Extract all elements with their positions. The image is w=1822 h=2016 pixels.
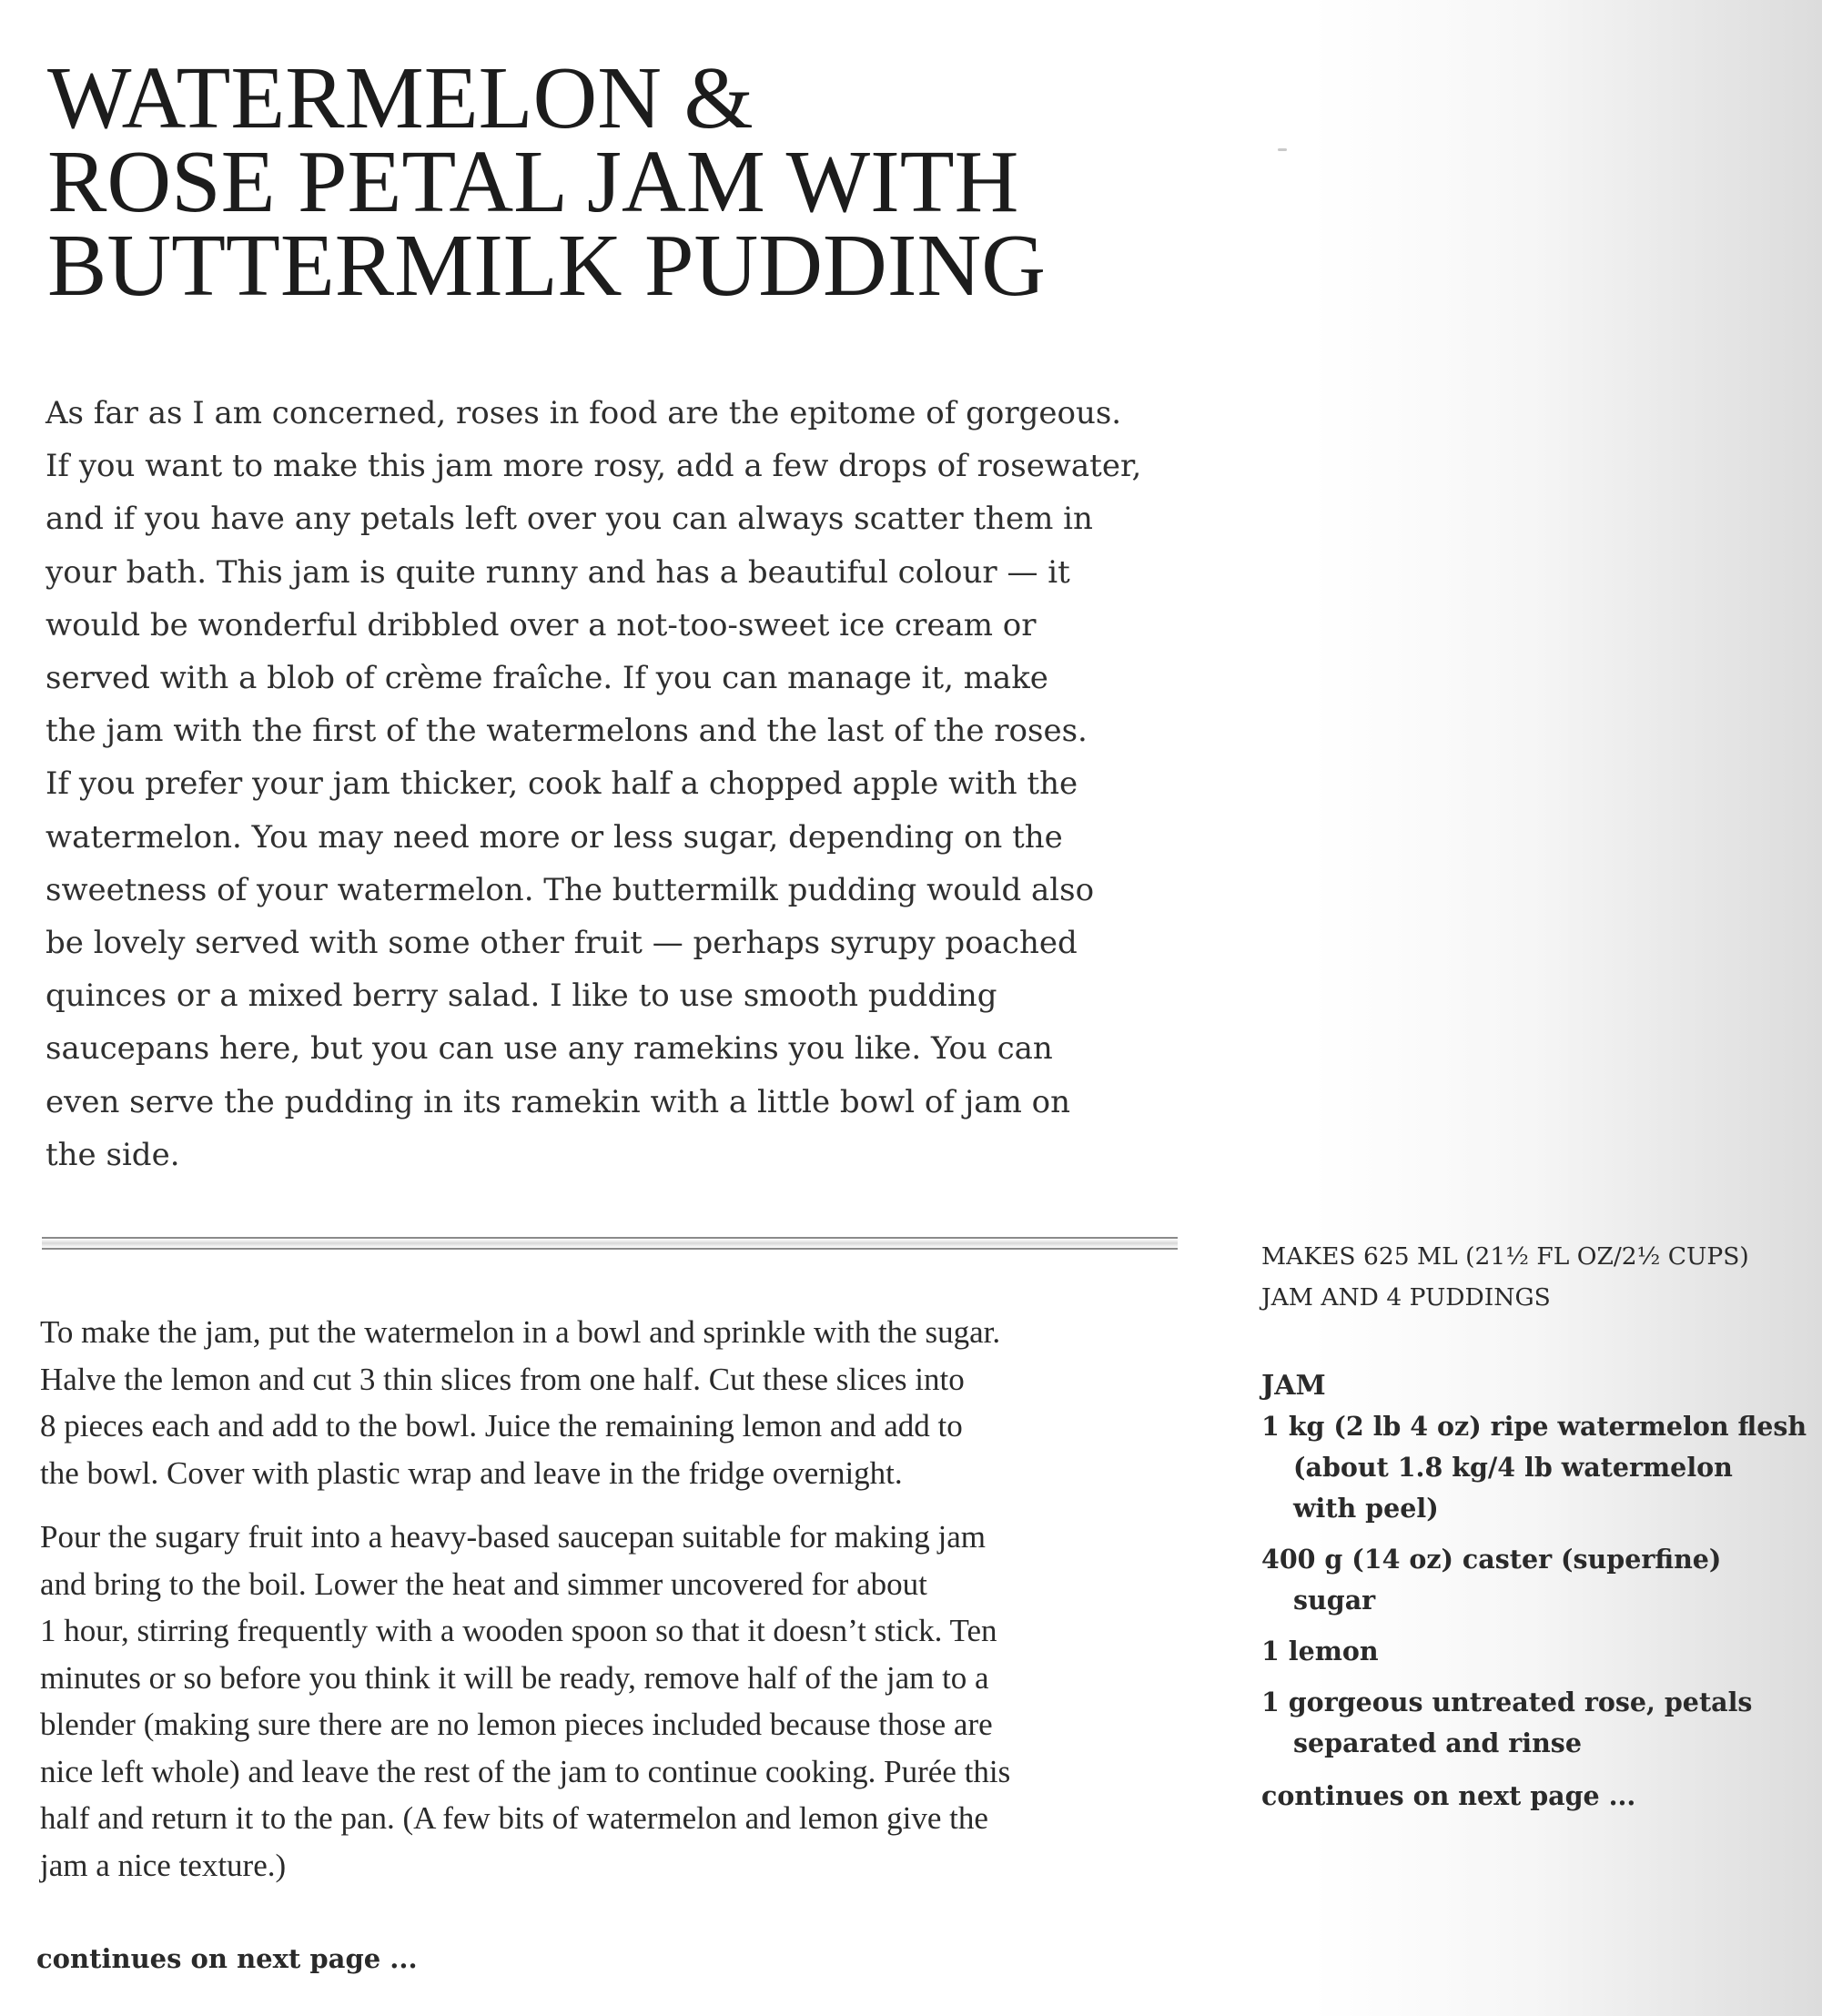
method-line: 8 pieces each and add to the bowl. Juice the remaining lemon and add to [40,1408,963,1444]
method-text [40,1309,1214,1906]
ingredients-heading: JAM [1261,1370,1326,1402]
title-line: BUTTERMILK PUDDING [47,217,1046,315]
ingredient-list [1261,1406,1807,1764]
intro-line: even serve the pudding in its ramekin with a little bowl of jam on [46,1083,1070,1120]
section-divider [42,1237,1178,1250]
intro-line: your bath. This jam is quite runny and has a beautiful colour — it [46,553,1070,591]
title-line: WATERMELON & [47,49,754,147]
ingredient-line: sugar [1293,1585,1376,1616]
method-paragraph [40,1514,1214,1889]
method-line: nice left whole) and leave the rest of the jam to continue cooking. Purée this [40,1753,1011,1789]
recipe-yield [1261,1236,1807,1318]
ingredient-line: with peel) [1293,1493,1439,1524]
scan-speck [1278,148,1287,151]
intro-line: the side. [46,1136,180,1173]
method-line: blender (making sure there are no lemon pieces included because those are [40,1707,993,1742]
ingredient-line: 1 gorgeous untreated rose, petals [1261,1687,1753,1717]
intro-line: and if you have any petals left over you can always scatter them in [46,501,1093,538]
method-line: the bowl. Cover with plastic wrap and leave in the fridge overnight. [40,1454,903,1491]
ingredients-sidebar [1261,1236,1807,1811]
method-line: 1 hour, stirring frequently with a wooden spoon so that it doesn’t stick. Ten [40,1613,997,1648]
method-line: Pour the sugary fruit into a heavy-based saucepan suitable for making jam [40,1519,986,1555]
continues-note: continues on next page ... [36,1943,418,1974]
ingredient-line: separated and rinse [1293,1727,1582,1758]
intro-line: would be wonderful dribbled over a not-too-sweet ice cream or [46,606,1037,643]
intro-line: saucepans here, but you can use any ramekins you like. You can [46,1030,1053,1068]
intro-line: served with a blob of crème fraîche. If you can manage it, make [46,660,1048,697]
method-line: jam a nice texture.) [40,1847,287,1883]
ingredient-item [1261,1631,1807,1672]
ingredient-item [1261,1539,1807,1621]
intro-line: sweetness of your watermelon. The buttermilk pudding would also [46,871,1095,908]
method-line: minutes or so before you think it will be ready, remove half of the jam to a [40,1659,989,1696]
method-line: and bring to the boil. Lower the heat and simmer uncovered for about [40,1565,927,1602]
yield-line: MAKES 625 ML (21½ FL OZ/2½ CUPS) [1261,1242,1749,1271]
intro-line: watermelon. You may need more or less sugar, depending on the [46,818,1063,856]
ingredient-line: 1 lemon [1261,1636,1379,1666]
method-line: half and return it to the pan. (A few bits of watermelon and lemon give the [40,1800,988,1836]
ingredient-item [1261,1406,1807,1529]
intro-line: If you prefer your jam thicker, cook half a chopped apple with the [46,765,1078,803]
intro-line: be lovely served with some other fruit — perhaps syrupy poached [46,925,1078,962]
intro-line: If you want to make this jam more rosy, add a few drops of rosewater, [46,448,1142,485]
title-line: ROSE PETAL JAM WITH [47,133,1019,231]
continues-note: continues on next page ... [1261,1780,1636,1811]
intro-line: As far as I am concerned, roses in food are the epitome of gorgeous. [46,395,1122,431]
ingredient-line: 1 kg (2 lb 4 oz) ripe watermelon flesh [1261,1411,1807,1442]
method-line: To make the jam, put the watermelon in a bowl and sprinkle with the sugar. [40,1314,1001,1350]
yield-line: JAM AND 4 PUDDINGS [1261,1283,1551,1312]
ingredient-item [1261,1682,1807,1764]
method-line: Halve the lemon and cut 3 thin slices from one half. Cut these slices into [40,1361,965,1397]
method-paragraph [40,1309,1214,1496]
intro-paragraph [46,387,1229,1181]
intro-line: the jam with the first of the watermelons and the last of the roses. [46,713,1088,750]
ingredient-line: 400 g (14 oz) caster (superfine) [1261,1544,1722,1575]
recipe-title [47,49,1139,315]
ingredient-line: (about 1.8 kg/4 lb watermelon [1293,1452,1733,1483]
intro-line: quinces or a mixed berry salad. I like to use smooth pudding [46,978,997,1015]
